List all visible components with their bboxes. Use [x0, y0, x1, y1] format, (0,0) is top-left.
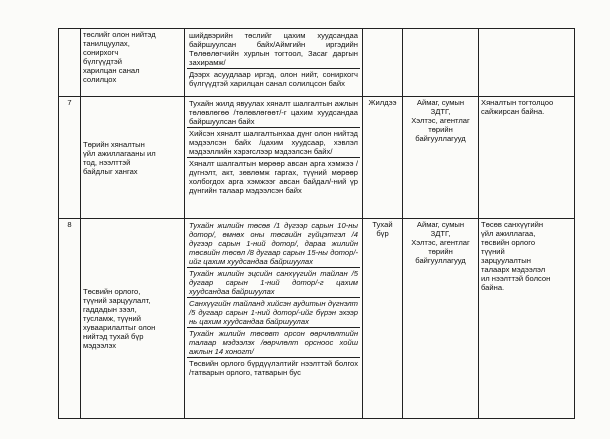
activity-item: Тухайн жилийн төсөв /1 дүгээр сарын 10-ны дотор/, өмнөх оны төсвийн гүйцэтгэл /4 дүгээр сарын 1-ний дотор/, дараа жилийн төсвийн төсөл /8 дугаар сарын 15-ны дотор/-ийг цахим хуудсандаа байршуулах — [189, 221, 358, 266]
row-activities — [185, 97, 363, 219]
row-responsible — [403, 29, 479, 97]
row-result: Хяналтын тогтолцоо сайжирсан байна. — [479, 97, 575, 219]
activity-item: Тухайн жилийн төсөвт орсон өөрчлөлтийн талаар мэдээлэх /өөрчлөлт орсноос хойш ажлын 14 хоногт/ — [189, 329, 358, 356]
table-row — [59, 29, 575, 97]
activity-item: Төсвийн орлого бүрдүүлэлтийг нээлттэй болгох /татварын орлого, татварын бус — [189, 359, 358, 377]
table-row — [59, 219, 575, 419]
row-period — [363, 29, 403, 97]
row-responsible: Аймаг, сумын ЗДТГ, Хэлтэс, агентлаг төрийн байгууллагууд — [403, 97, 479, 219]
activity-item: Санхүүгийн тайланд хийсэн аудитын дүгнэлт /5 дугаар сарын 1-ний дотор/-ийг бүрэн эхээр нь цахим хуудсандаа байршуулах — [189, 299, 358, 326]
activity-item: Тухайн жилийн эцсийн санхүүгийн тайлан /5 дугаар сарын 1-ний дотор/-г цахим хуудсандаа байршуулах — [189, 269, 358, 296]
row-number: 7 — [59, 97, 81, 219]
row-activities — [185, 29, 363, 97]
activity-item: Хяналт шалгалтын мөрөөр авсан арга хэмжээ /дүгнэлт, акт, зөвлөмж гаргах, түүний мөрөөр холбогдох арга хэмжээг авсан байдал/-ний үр дүнгийн талаар мэдээлсэн байх — [189, 159, 358, 195]
row-number — [59, 29, 81, 97]
row-responsible: Аймаг, сумын ЗДТГ, Хэлтэс, агентлаг төрийн байгууллагууд — [403, 219, 479, 419]
row-period: Жилдээ — [363, 97, 403, 219]
row-number: 8 — [59, 219, 81, 419]
activity-item: Хийсэн хяналт шалгалтынхаа дүнг олон нийтэд мэдээлсэн байх /цахим хуудсаар, хэвлэл мэдээллийн хэрэгслээр мэдээлсэн байх/ — [189, 129, 358, 156]
row-objective: Төрийн хяналтын үйл ажиллагааны ил тод, нээлттэй байдлыг хангах — [81, 97, 185, 219]
row-result: Төсөв санхүүгийн үйл ажиллагаа, төсвийн орлого түүний зарцуулалтын талаарх мэдээлэл ил нээлттэй болсон байна. — [479, 219, 575, 419]
row-result — [479, 29, 575, 97]
plan-table — [58, 28, 575, 419]
table-row — [59, 97, 575, 219]
row-objective: Төсвийн орлого, түүний зарцуулалт, гаддадын зээл, тусламж, түүний хуваарилалтыг олон нийтэд тухай бүр мэдээлэх — [81, 219, 185, 419]
activity-item: шийдвэрийн төслийг цахим хуудсандаа байршуулсан байх/Аймгийн иргэдийн Төлөөлөгчийн хурлын тогтоол, Засаг даргын захирамж/ — [189, 31, 358, 67]
row-period: Тухай бүр — [363, 219, 403, 419]
activity-item: Дээрх асуудлаар иргэд, олон нийт, сонирхогч бүлгүүдтэй харилцан санал солилцсон байх — [189, 70, 358, 88]
row-activities — [185, 219, 363, 419]
row-objective: төслийг олон нийтэд танилцуулах, сонирхогч бүлгүүдтэй харилцан санал солилцох — [81, 29, 185, 97]
activity-item: Тухайн жилд явуулах хяналт шалгалтын ажлын төлөвлөгөө /төлөвлөгөөт/-г цахим хуудсандаа байршуулсан байх — [189, 99, 358, 126]
